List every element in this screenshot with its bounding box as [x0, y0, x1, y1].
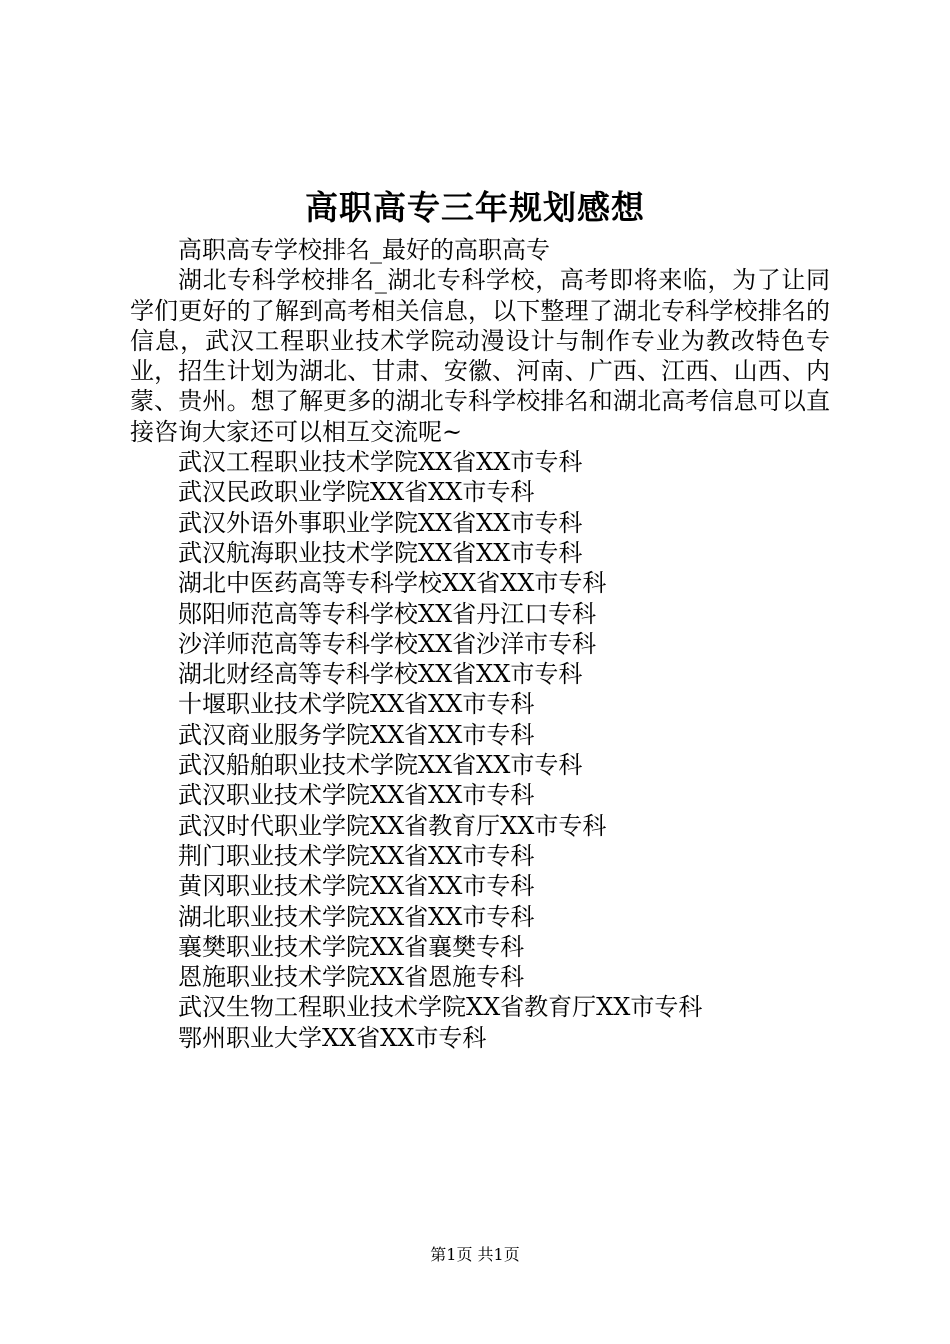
list-item: 恩施职业技术学院XX省恩施专科: [178, 963, 525, 992]
list-item: 武汉船舶职业技术学院XX省XX市专科: [178, 751, 583, 780]
list-item: 武汉工程职业技术学院XX省XX市专科: [178, 448, 583, 477]
list-item: 武汉航海职业技术学院XX省XX市专科: [178, 538, 583, 567]
list-item: 武汉民政职业学院XX省XX市专科: [178, 478, 535, 507]
subtitle-line: 高职高专学校排名_最好的高职高专: [178, 236, 550, 264]
list-item: 武汉生物工程职业技术学院XX省教育厅XX市专科: [178, 993, 703, 1022]
list-item: 鄂州职业大学XX省XX市专科: [178, 1023, 487, 1052]
intro-paragraph: 湖北专科学校排名_湖北专科学校，高考即将来临，为了让同学们更好的了解到高考相关信息，以下整理了湖北专科学校排名的信息，武汉工程职业技术学院动漫设计与制作专业为教改特色专业，招生计划为湖北、甘肃、安徽、河南、广西、江西、山西、内蒙、贵州。想了解更多的湖北专科学校排名和湖北高考信息可以直接咨询大家还可以相互交流呢~: [130, 266, 830, 446]
list-item: 沙洋师范高等专科学校XX省沙洋市专科: [178, 629, 597, 658]
list-item: 十堰职业技术学院XX省XX市专科: [178, 690, 535, 719]
list-item: 襄樊职业技术学院XX省襄樊专科: [178, 932, 525, 961]
document-body: [130, 235, 830, 1053]
page-footer: 第1页 共1页: [430, 1245, 520, 1264]
list-item: 荆门职业技术学院XX省XX市专科: [178, 841, 535, 870]
list-item: 湖北中医药高等专科学校XX省XX市专科: [178, 569, 607, 598]
list-item: 湖北职业技术学院XX省XX市专科: [178, 902, 535, 931]
list-item: 武汉职业技术学院XX省XX市专科: [178, 781, 535, 810]
list-item: 武汉外语外事职业学院XX省XX市专科: [178, 508, 583, 537]
document-title: 高职高专三年规划感想: [305, 188, 645, 227]
list-item: 湖北财经高等专科学校XX省XX市专科: [178, 660, 583, 689]
school-list: [130, 447, 830, 1053]
list-item: 武汉时代职业学院XX省教育厅XX市专科: [178, 811, 607, 840]
list-item: 黄冈职业技术学院XX省XX市专科: [178, 872, 535, 901]
list-item: 郧阳师范高等专科学校XX省丹江口专科: [178, 599, 597, 628]
list-item: 武汉商业服务学院XX省XX市专科: [178, 720, 535, 749]
